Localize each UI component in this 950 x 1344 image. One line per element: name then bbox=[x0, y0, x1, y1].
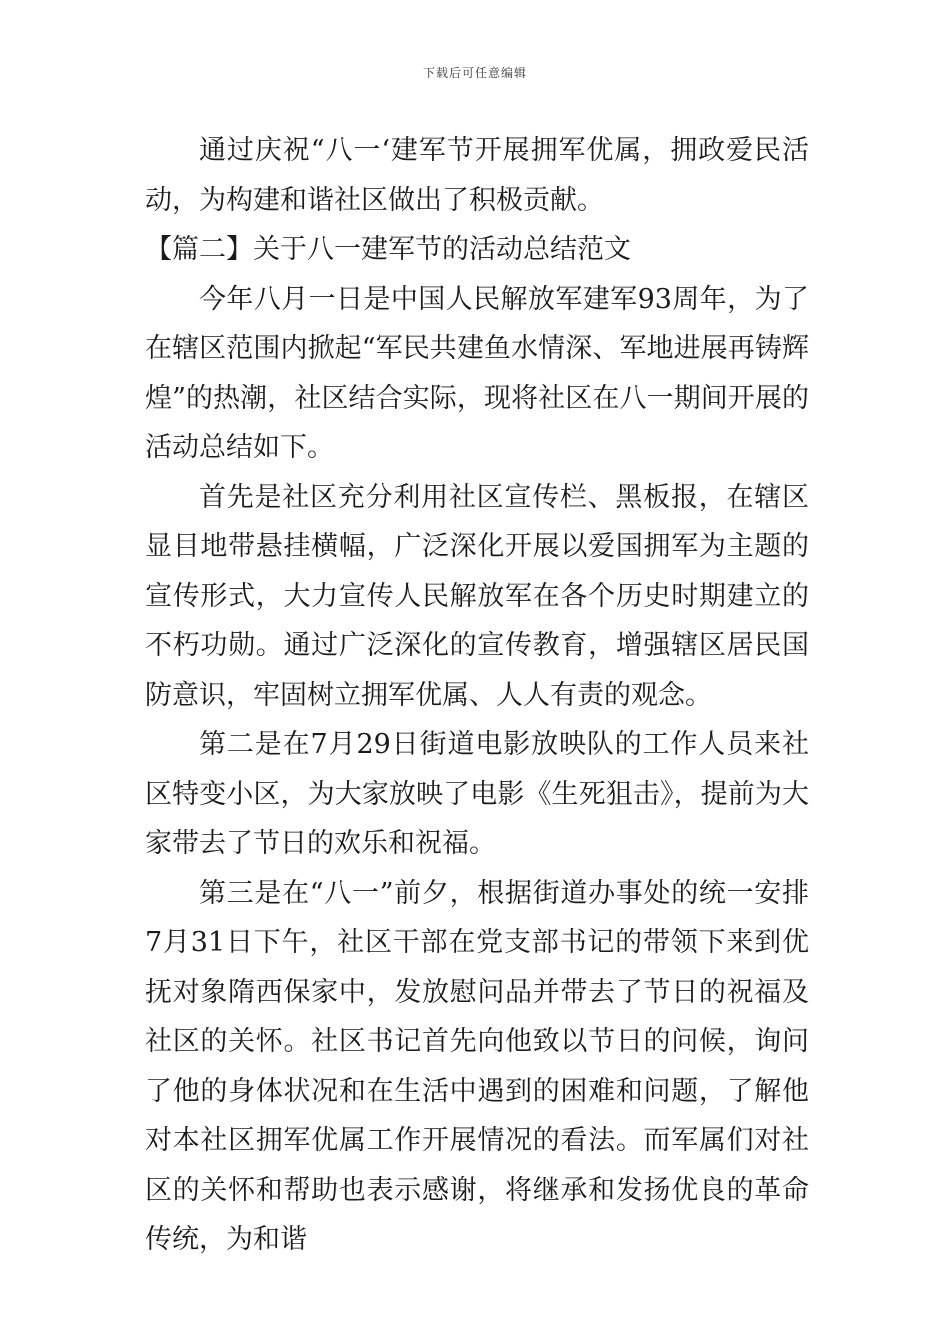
paragraph-3: 首先是社区充分利用社区宣传栏、黑板报，在辖区显目地带悬挂横幅，广泛深化开展以爱国拥军为主题的宣传形式，大力宣传人民解放军在各个历史时期建立的不朽功勋。通过广泛深化的宣传教育，增强辖区居民国防意识，牢固树立拥军优属、人人有责的观念。 bbox=[145, 481, 809, 711]
paragraph-1: 通过庆祝“八一‘建军节开展拥军优属，拥政爱民活动，为构建和谐社区做出了积极贡献。 bbox=[145, 135, 809, 216]
section-heading: 【篇二】关于八一建军节的活动总结范文 bbox=[145, 234, 631, 265]
paragraph-4: 第二是在7月29日街道电影放映队的工作人员来社区特变小区，为大家放映了电影《生死狙击》，提前为大家带去了节日的欢乐和祝福。 bbox=[145, 729, 809, 859]
paragraph-5: 第三是在“八一”前夕，根据街道办事处的统一安排7月31日下午，社区干部在党支部书记的带领下来到优抚对象隋西保家中，发放慰问品并带去了节日的祝福及社区的关怀。社区书记首先向他致以节日的问候，询问了他的身体状况和在生活中遇到的困难和问题，了解他对本社区拥军优属工作开展情况的看法。而军属们对社区的关怀和帮助也表示感谢，将继承和发扬优良的革命传统，为和谐 bbox=[145, 877, 809, 1255]
document-body bbox=[145, 126, 809, 1265]
paragraph-2: 今年八月一日是中国人民解放军建军93周年，为了在辖区范围内掀起“军民共建鱼水情深、军地进展再铸辉煌”的热潮，社区结合实际，现将社区在八一期间开展的活动总结如下。 bbox=[145, 283, 809, 463]
page-header: 下载后可任意编辑 bbox=[422, 66, 527, 80]
